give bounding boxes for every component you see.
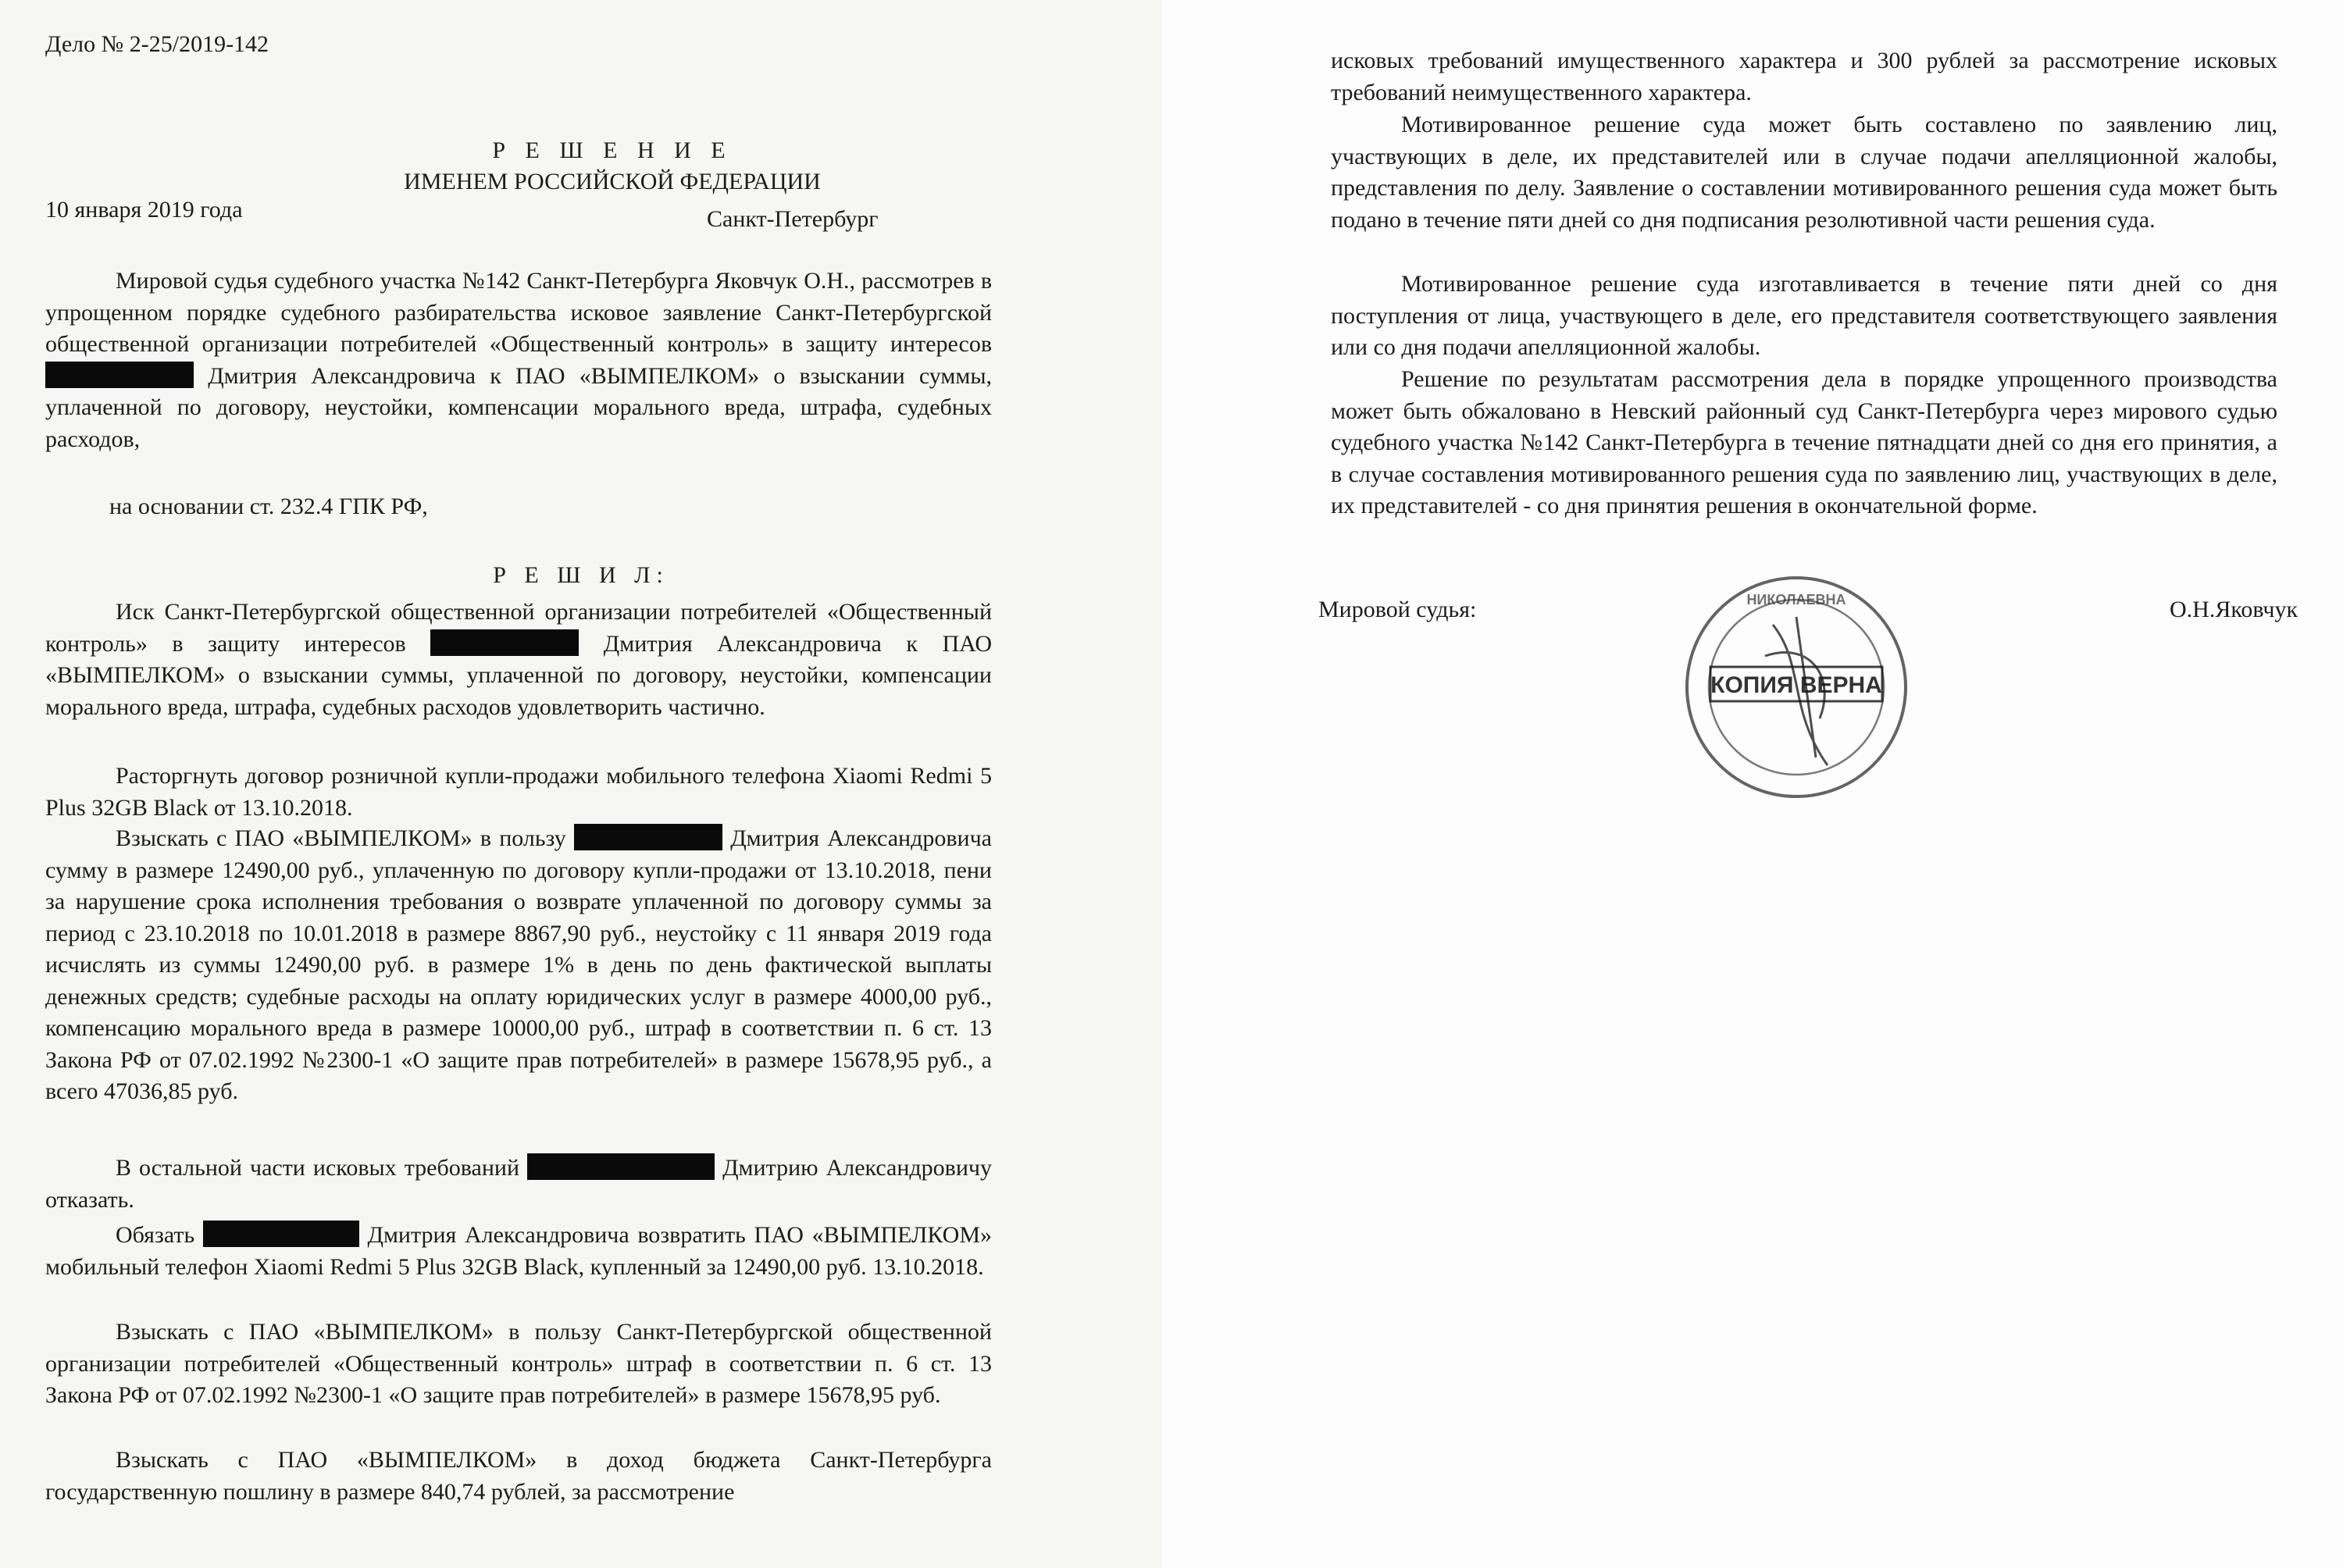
paragraph-oblige [45, 1220, 992, 1283]
redaction-bar [574, 824, 722, 850]
paragraph-prepared: Мотивированное решение суда изготавливается в течение пяти дней со дня поступления от лица, участвующего в деле, его представителя соответствующего заявления или со дня подачи апелляционной жалобы. [1331, 271, 2277, 360]
judge-label: Мировой судья: [1318, 597, 1477, 622]
stamp-text: КОПИЯ ВЕРНА [1710, 672, 1882, 698]
paragraph-text: Дмитрия Александровича сумму в размере 12490,00 руб., уплаченную по договору купли-продажи от 13.10.2018, пени за нарушение срока исполнения требования о возврате уплаченной по договору суммы за период с 23.10.2018 по 10.01.2018 в размере 8867,90 руб., неустойку с 11 января 2019 года исчислять из суммы 12490,00 руб. в размере 1% в день по день фактической выплаты денежных средств; судебные расходы на оплату юридических услуг в размере 4000,00 руб., компенсацию морального вреда в размере 10000,00 руб., штраф в соответствии п. 6 ст. 13 Закона РФ от 07.02.1992 №2300-1 «О защите прав потребителей» в размере 15678,95 руб., а всего 47036,85 руб. [45, 825, 992, 1104]
paragraph-text: Дмитрия Александровича к ПАО «ВЫМПЕЛКОМ» о взыскании суммы, уплаченной по договору, неустойки, компенсации морального вреда, штрафа, судебных расходов удовлетворить частично. [45, 630, 992, 720]
copy-verified-stamp [1679, 570, 1913, 804]
paragraph-fine: Взыскать с ПАО «ВЫМПЕЛКОМ» в пользу Санкт-Петербургской общественной организации потребителей «Общественный контроль» штраф в соответствии п. 6 ст. 13 Закона РФ от 07.02.1992 №2300-1 «О защите прав потребителей» в размере 15678,95 руб. [45, 1319, 992, 1408]
legal-basis: на основании ст. 232.4 ГПК РФ, [109, 494, 428, 519]
decision-date: 10 января 2019 года [45, 197, 243, 223]
decision-city: Санкт-Петербург [707, 206, 879, 232]
redaction-bar [430, 629, 579, 656]
intro-text: Мировой судья судебного участка №142 Санкт-Петербурга Яковчук О.Н., рассмотрев в упрощенном порядке судебного разбирательства исковое заявление Санкт-Петербургской общественной организации потребителей «Общественный контроль» в защиту интересов [45, 268, 992, 357]
paragraph-text: Иск Санкт-Петербургской общественной организации потребителей «Общественный контроль» в защиту интересов [45, 599, 992, 657]
intro-text-tail: Дмитрия Александровича к ПАО «ВЫМПЕЛКОМ» о взыскании суммы, уплаченной по договору, неустойки, компенсации морального вреда, штрафа, судебных расходов, [45, 362, 992, 452]
case-number: Дело № 2-25/2019-142 [45, 31, 269, 57]
paragraph-text: В остальной части исковых требований [116, 1155, 519, 1181]
redaction-bar [203, 1221, 359, 1247]
redaction-bar [45, 362, 194, 388]
paragraph-text: Дмитрия Александровича возвратить ПАО «ВЫМПЕЛКОМ» мобильный телефон Xiaomi Redmi 5 Plus 32GB Black, купленный за 12490,00 руб. 13.10.2018. [45, 1222, 993, 1280]
paragraph-motivated: Мотивированное решение суда может быть составлено по заявлению лиц, участвующих в деле, их представителей или в случае подачи апелляционной жалобы, представления по делу. Заявление о составлении мотивированного решения суда может быть подано в течение пяти дней со дня подписания резолютивной части решения суда. [1331, 112, 2277, 233]
resolved-heading: Р Е Ш И Л: [493, 562, 669, 588]
redaction-bar [527, 1153, 715, 1180]
paragraph-text: Дмитрию Александровичу отказать. [45, 1155, 992, 1213]
paragraph-reject [45, 1153, 992, 1216]
decision-subtitle: ИМЕНЕМ РОССИЙСКОЙ ФЕДЕРАЦИИ [404, 169, 821, 194]
paragraph-terminate: Расторгнуть договор розничной купли-продажи мобильного телефона Xiaomi Redmi 5 Plus 32GB Black от 13.10.2018. [45, 763, 992, 821]
stamp-ring-text: НИКОЛАЕВНА [1746, 592, 1846, 608]
intro-paragraph [45, 265, 992, 455]
paragraph-duty-cont: исковых требований имущественного характера и 300 рублей за рассмотрение исковых требований неимущественного характера. [1331, 48, 2277, 105]
paragraph-text: Взыскать с ПАО «ВЫМПЕЛКОМ» в пользу [116, 825, 566, 851]
paragraph-claim [45, 597, 992, 723]
paragraph-appeal: Решение по результатам рассмотрения дела в порядке упрощенного производства может быть обжаловано в Невский районный суд Санкт-Петербурга через мирового судью судебного участка №142 Санкт-Петербурга в течение пятнадцати дней со дня его принятия, а в случае составления мотивированного решения суда по заявлению лиц, участвующих в деле, их представителей - со дня принятия решения в окончательной форме. [1331, 366, 2277, 519]
paragraph-recover [45, 823, 992, 1108]
left-page [0, 0, 1162, 1568]
decision-title: Р Е Ш Е Н И Е [492, 137, 733, 163]
judge-name: О.Н.Яковчук [2170, 597, 2298, 622]
paragraph-duty: Взыскать с ПАО «ВЫМПЕЛКОМ» в доход бюджета Санкт-Петербурга государственную пошлину в размере 840,74 рублей, за рассмотрение [45, 1447, 992, 1505]
paragraph-text: Обязать [116, 1222, 195, 1248]
